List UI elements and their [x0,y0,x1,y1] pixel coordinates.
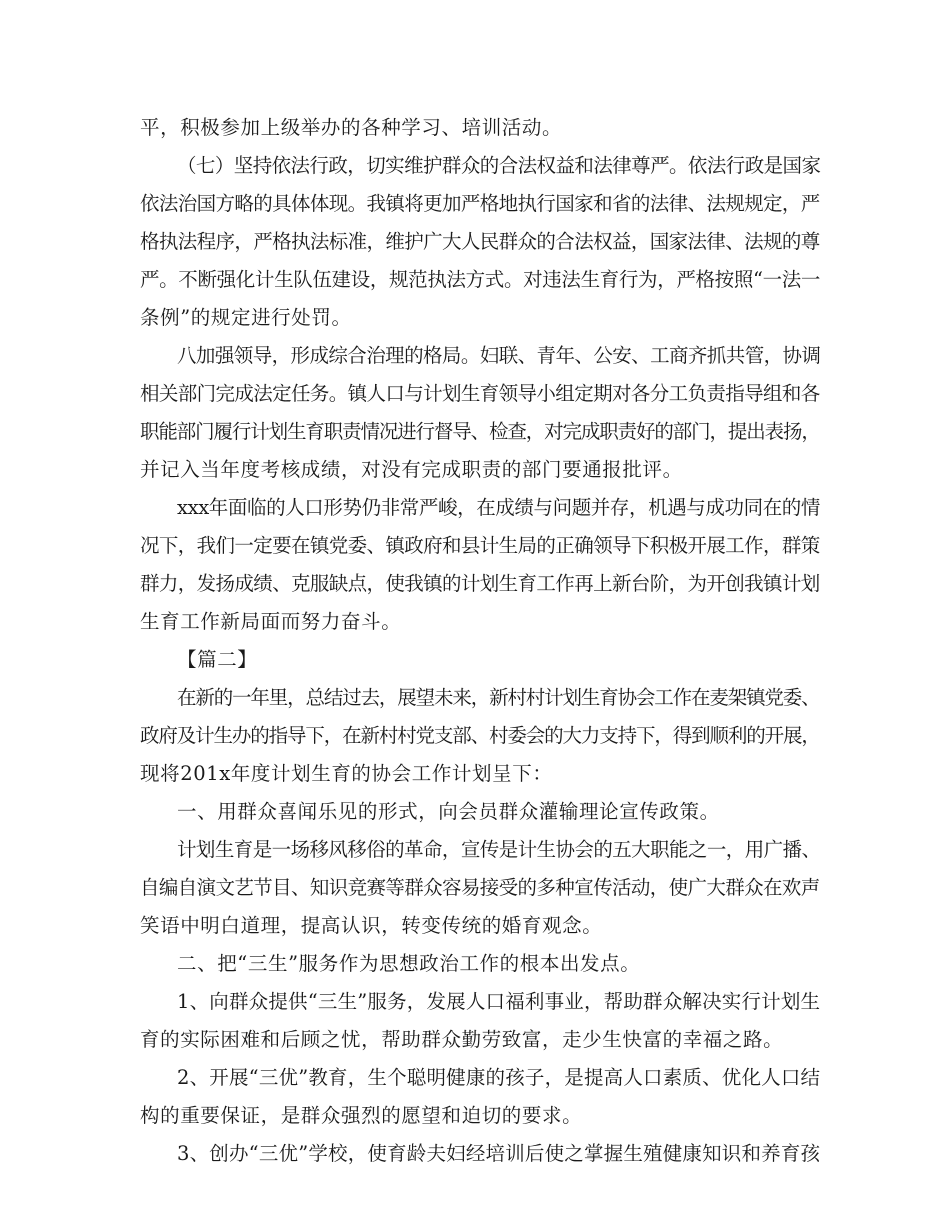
text-line: 自编自演文艺节目、知识竞赛等群众容易接受的多种宣传活动，使广大群众在欢声 [140,876,820,899]
text-line: 构的重要保证，是群众强烈的愿望和迫切的要求。 [140,1104,583,1127]
text-line: 群力，发扬成绩、克服缺点，使我镇的计划生育工作再上新台阶，为开创我镇计划 [140,572,820,595]
text-line: 生育工作新局面而努力奋斗。 [140,610,402,633]
text-line: 并记入当年度考核成绩，对没有完成职责的部门要通报批评。 [140,458,683,481]
text-line: 育的实际困难和后顾之忧，帮助群众勤劳致富，走少生快富的幸福之路。 [140,1028,784,1051]
text-line: 在新的一年里，总结过去，展望未来，新村村计划生育协会工作在麦架镇党委、 [177,686,820,709]
text-line: 条例”的规定进行处罚。 [140,306,352,329]
text-line: 政府及计生办的指导下，在新村村党支部、村委会的大力支持下，得到顺利的开展， [140,724,820,747]
text-line: （七）坚持依法行政，切实维护群众的合法权益和法律尊严。依法行政是国家 [177,154,821,177]
text-line: 职能部门履行计划生育职责情况进行督导、检查，对完成职责好的部门，提出表扬， [140,420,820,443]
text-line: 况下，我们一定要在镇党委、镇政府和县计生局的正确领导下积极开展工作，群策 [140,534,820,557]
text-line: 1、向群众提供“三生”服务，发展人口福利事业，帮助群众解决实行计划生 [177,990,821,1013]
text-line: 相关部门完成法定任务。镇人口与计划生育领导小组定期对各分工负责指导组和各 [140,382,820,405]
text-line: 3、创办“三优”学校，使育龄夫妇经培训后使之掌握生殖健康知识和养育孩 [177,1142,821,1165]
text-line: 平，积极参加上级举办的各种学习、培训活动。 [140,116,563,139]
text-line: 依法治国方略的具体体现。我镇将更加严格地执行国家和省的法律、法规规定，严 [140,192,820,215]
text-line: 计划生育是一场移风移俗的革命，宣传是计生协会的五大职能之一，用广播、 [177,838,821,861]
text-line: 八加强领导，形成综合治理的格局。妇联、青年、公安、工商齐抓共管，协调 [177,344,821,367]
text-line: 严。不断强化计生队伍建设，规范执法方式。对违法生育行为，严格按照“一法一 [140,268,821,291]
text-line: 2、开展“三优”教育，生个聪明健康的孩子，是提高人口素质、优化人口结 [177,1066,821,1089]
text-line: 格执法程序，严格执法标准，维护广大人民群众的合法权益，国家法律、法规的尊 [140,230,820,253]
text-line: 笑语中明白道理，提高认识，转变传统的婚育观念。 [140,914,603,937]
text-line: 现将201x年度计划生育的协会工作计划呈下： [140,762,553,785]
section-heading: 【篇二】 [177,648,258,671]
text-line: 二、把“三生”服务作为思想政治工作的根本出发点。 [177,952,641,975]
text-line: xxx年面临的人口形势仍非常严峻，在成绩与问题并存，机遇与成功同在的情 [177,496,820,519]
text-line: 一、用群众喜闻乐见的形式，向会员群众灌输理论宣传政策。 [177,800,720,823]
